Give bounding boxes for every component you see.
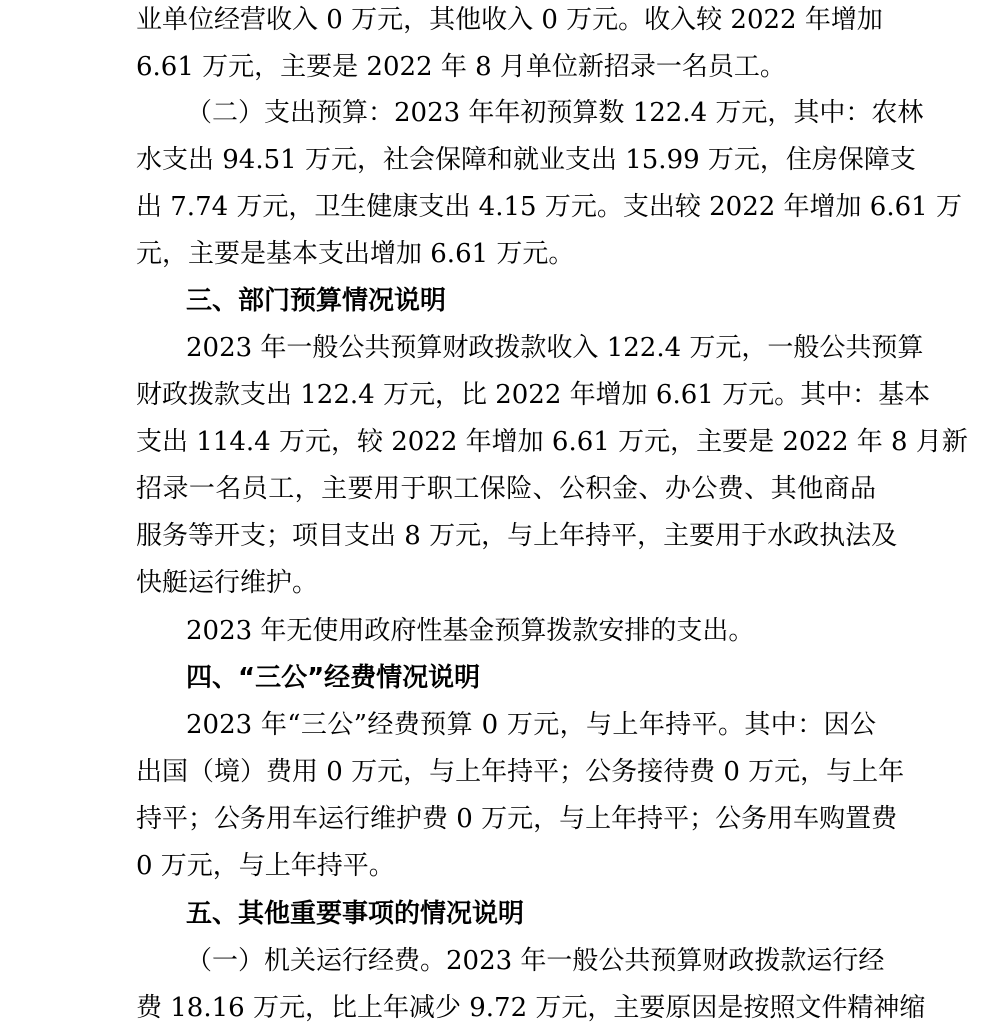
paragraph-line: 0 万元，与上年持平。	[136, 851, 395, 881]
section-heading: 三、部门预算情况说明	[186, 286, 447, 316]
paragraph-line: 业单位经营收入 0 万元，其他收入 0 万元。收入较 2022 年增加	[136, 5, 883, 35]
paragraph-line: 出国（境）费用 0 万元，与上年持平；公务接待费 0 万元，与上年	[136, 757, 905, 787]
paragraph-line: 出 7.74 万元，卫生健康支出 4.15 万元。支出较 2022 年增加 6.61 万	[136, 192, 962, 222]
section-heading: 五、其他重要事项的情况说明	[186, 899, 525, 929]
paragraph-line: 服务等开支；项目支出 8 万元，与上年持平，主要用于水政执法及	[136, 521, 898, 551]
section-heading: 四、“三公”经费情况说明	[186, 663, 481, 693]
paragraph-line: 2023 年“三公”经费预算 0 万元，与上年持平。其中：因公	[186, 710, 876, 740]
paragraph-line: 6.61 万元，主要是 2022 年 8 月单位新招录一名员工。	[136, 52, 786, 82]
paragraph-line: 2023 年一般公共预算财政拨款收入 122.4 万元，一般公共预算	[186, 333, 924, 363]
paragraph-line: 费 18.16 万元，比上年减少 9.72 万元，主要原因是按照文件精神缩	[136, 993, 926, 1023]
paragraph-line: （二）支出预算：2023 年年初预算数 122.4 万元，其中：农林	[186, 98, 924, 128]
paragraph-line: （一）机关运行经费。2023 年一般公共预算财政拨款运行经	[186, 946, 885, 976]
paragraph-line: 招录一名员工，主要用于职工保险、公积金、办公费、其他商品	[136, 474, 876, 504]
paragraph-line: 支出 114.4 万元，较 2022 年增加 6.61 万元，主要是 2022 年 8 月新	[136, 427, 968, 457]
paragraph-line: 财政拨款支出 122.4 万元，比 2022 年增加 6.61 万元。其中：基本	[136, 380, 931, 410]
paragraph-line: 2023 年无使用政府性基金预算拨款安排的支出。	[186, 616, 755, 646]
paragraph-line: 持平；公务用车运行维护费 0 万元，与上年持平；公务用车购置费	[136, 804, 898, 834]
paragraph-line: 水支出 94.51 万元，社会保障和就业支出 15.99 万元，住房保障支	[136, 145, 916, 175]
paragraph-line: 快艇运行维护。	[136, 568, 319, 598]
paragraph-line: 元，主要是基本支出增加 6.61 万元。	[136, 239, 575, 269]
